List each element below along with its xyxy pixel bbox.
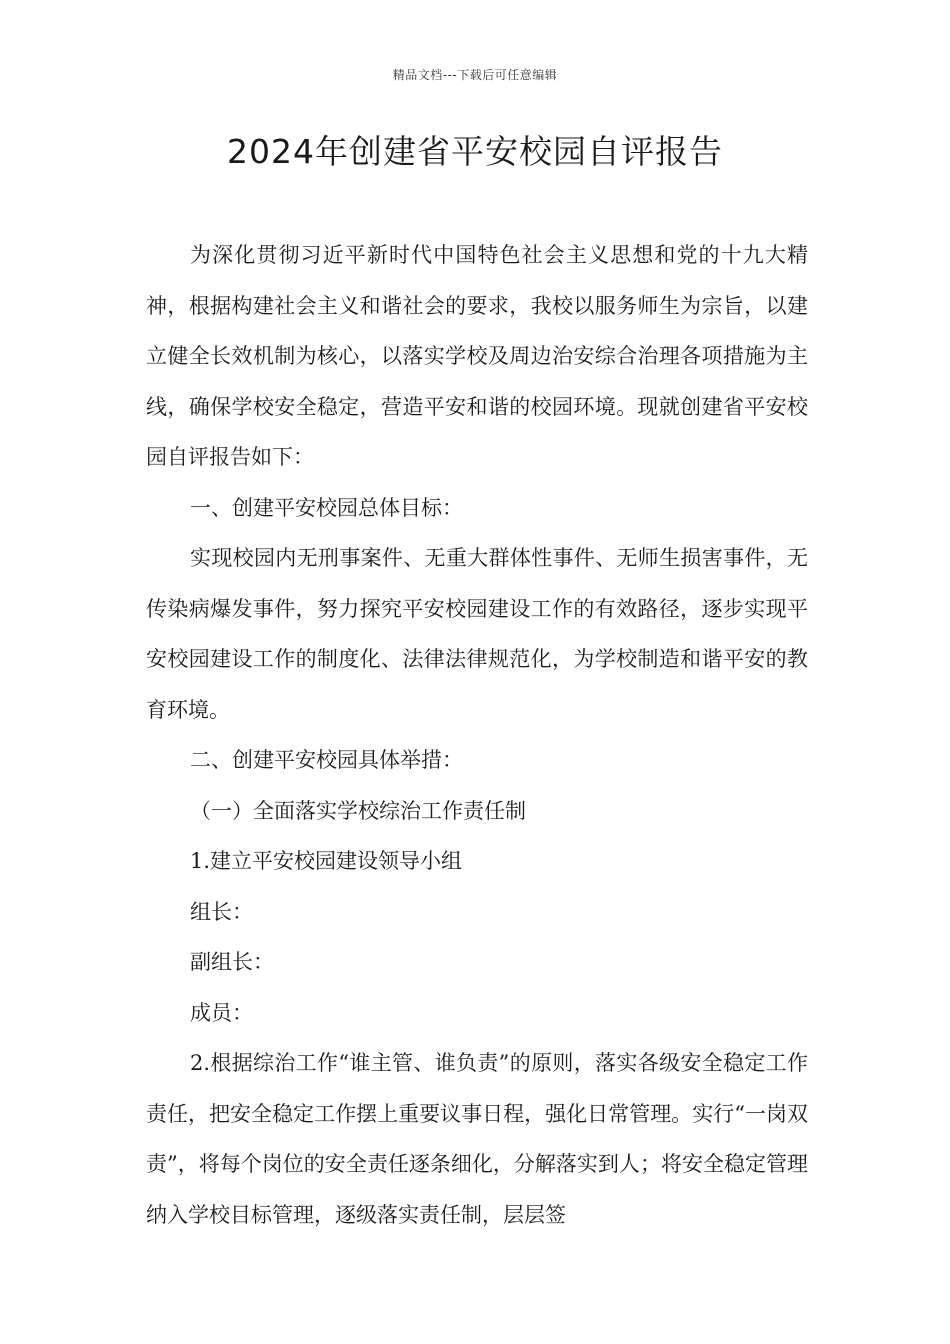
members-line: 成员： (190, 1000, 253, 1025)
deputy-leader-line: 副组长： (190, 950, 274, 974)
goals-paragraph: 实现校园内无刑事案件、无重大群体性事件、无师生损害事件，无传染病爆发事件，努力探究平安校园建设工作的有效路径，逐步实现平安校园建设工作的制度化、法律法律规范化，为学校制造和谐平安的教育环境。 (146, 546, 808, 722)
responsibility-paragraph: 2.根据综治工作“谁主管、谁负责”的原则，落实各级安全稳定工作责任，把安全稳定工作摆上重要议事日程，强化日常管理。实行“一岗双责”，将每个岗位的安全责任逐条细化，分解落实到人；将安全稳定管理纳入学校目标管理，逐级落实责任制，层层签 (146, 1051, 808, 1227)
leader-line: 组长： (190, 899, 253, 924)
document-header-note: 精品文档---下载后可任意编辑 (392, 68, 558, 82)
subsection-heading-responsibility: （一）全面落实学校综治工作责任制 (190, 798, 526, 823)
intro-paragraph: 为深化贯彻习近平新时代中国特色社会主义思想和党的十九大精神，根据构建社会主义和谐社会的要求，我校以服务师生为宗旨，以建立健全长效机制为核心，以落实学校及周边治安综合治理各项措施为主线，确保学校安全稳定，营造平安和谐的校园环境。现就创建省平安校园自评报告如下： (146, 243, 808, 469)
section-heading-measures: 二、创建平安校园具体举措： (190, 748, 463, 772)
section-heading-goals: 一、创建平安校园总体目标： (190, 495, 463, 520)
document-title: 2024年创建省平安校园自评报告 (227, 132, 723, 171)
item-leadership-group: 1.建立平安校园建设领导小组 (190, 849, 463, 873)
document-body (146, 230, 808, 1240)
